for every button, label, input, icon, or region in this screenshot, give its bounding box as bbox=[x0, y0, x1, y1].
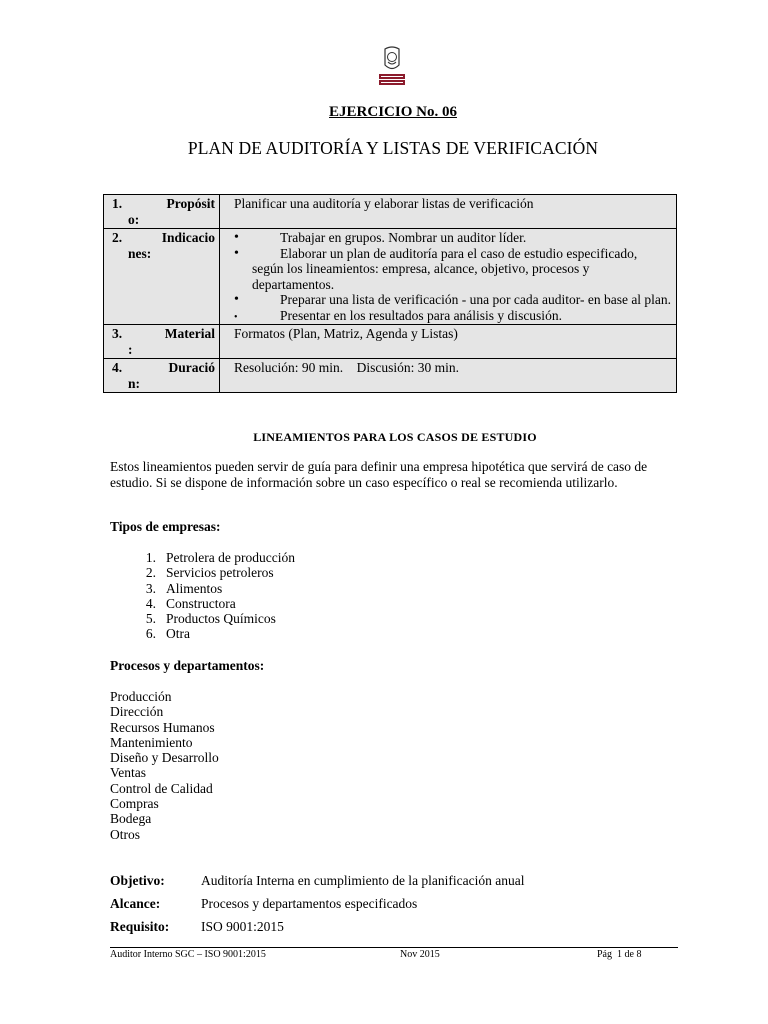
list-item: 3. Alimentos bbox=[145, 580, 223, 596]
row-label: Propósit bbox=[166, 196, 215, 211]
list-item: Recursos Humanos bbox=[110, 719, 215, 735]
list-item: • Presentar en los resultados para análisis y discusión. bbox=[234, 308, 672, 324]
row-number: 3. bbox=[112, 326, 123, 341]
scope-label: Alcance: bbox=[110, 896, 161, 911]
guidelines-heading: LINEAMIENTOS PARA LOS CASOS DE ESTUDIO bbox=[253, 430, 537, 444]
list-item: Control de Calidad bbox=[110, 780, 213, 796]
row-label-cell bbox=[104, 229, 220, 325]
list-item: 4. Constructora bbox=[145, 595, 236, 611]
table-row bbox=[104, 359, 677, 393]
bureau-veritas-logo bbox=[376, 45, 408, 87]
row-label: Material bbox=[164, 326, 215, 341]
row-content: Resolución: 90 min. Discusión: 30 min. bbox=[220, 359, 677, 393]
list-item: • Elaborar un plan de auditoría para el caso de estudio especificado, según los lineamientos: empresa, alcance, objetivo, procesos y departamentos. bbox=[234, 246, 672, 293]
list-item: 2. Servicios petroleros bbox=[145, 565, 274, 581]
list-item: Diseño y Desarrollo bbox=[110, 750, 219, 766]
footer-page-number: Pág 1 de 8 bbox=[597, 949, 642, 960]
row-number: 2. bbox=[112, 230, 123, 245]
company-types-list bbox=[110, 550, 295, 642]
list-item: • Preparar una lista de verificación - una por cada auditor- en base al plan. bbox=[234, 292, 672, 308]
objective-row bbox=[110, 873, 525, 889]
row-number: 4. bbox=[112, 360, 123, 375]
row-label-cell bbox=[104, 195, 220, 229]
row-label-cell bbox=[104, 359, 220, 393]
row-label-tail: nes: bbox=[128, 245, 152, 261]
row-label: Duració bbox=[168, 360, 215, 375]
row-label: Indicacio bbox=[161, 230, 215, 245]
list-item: 6. Otra bbox=[145, 626, 190, 642]
list-item: 5. Productos Químicos bbox=[145, 611, 276, 627]
objective-label: Objetivo: bbox=[110, 873, 165, 888]
row-number: 1. bbox=[112, 196, 123, 211]
row-content: Planificar una auditoría y elaborar listas de verificación bbox=[220, 195, 677, 229]
objective-value: Auditoría Interna en cumplimiento de la planificación anual bbox=[201, 873, 525, 888]
list-item: Producción bbox=[110, 689, 172, 704]
list-item: • Trabajar en grupos. Nombrar un auditor líder. bbox=[234, 230, 672, 246]
list-item: Bodega bbox=[110, 811, 152, 827]
row-label-tail: n: bbox=[128, 375, 141, 391]
company-types-heading: Tipos de empresas: bbox=[110, 519, 221, 534]
row-content bbox=[220, 229, 677, 325]
list-item: Otros bbox=[110, 826, 140, 842]
guidelines-intro: Estos lineamientos pueden servir de guía para definir una empresa hipotética que servirá de caso de estudio. Si se dispone de información sobre un caso específico o real se recomienda utilizarlo. bbox=[110, 459, 648, 490]
scope-value: Procesos y departamentos especificados bbox=[201, 896, 418, 911]
requirement-row bbox=[110, 919, 284, 935]
requirement-label: Requisito: bbox=[110, 919, 170, 934]
list-item: Dirección bbox=[110, 704, 164, 720]
row-label-tail: o: bbox=[128, 211, 140, 227]
instructions-list bbox=[234, 230, 672, 323]
processes-list bbox=[110, 689, 219, 842]
footer-course: Auditor Interno SGC – ISO 9001:2015 bbox=[110, 949, 266, 960]
requirement-value: ISO 9001:2015 bbox=[201, 919, 284, 934]
table-row bbox=[104, 195, 677, 229]
footer-date: Nov 2015 bbox=[400, 949, 440, 960]
exercise-title: EJERCICIO No. 06 bbox=[329, 104, 457, 120]
main-title: PLAN DE AUDITORÍA Y LISTAS DE VERIFICACIÓN bbox=[187, 138, 599, 158]
scope-row bbox=[110, 896, 417, 912]
list-item: 1. Petrolera de producción bbox=[145, 550, 295, 565]
table-row bbox=[104, 229, 677, 325]
row-label-tail: : bbox=[128, 341, 133, 357]
processes-heading: Procesos y departamentos: bbox=[110, 658, 265, 673]
row-label-cell bbox=[104, 325, 220, 359]
footer-divider bbox=[110, 947, 678, 948]
list-item: Mantenimiento bbox=[110, 734, 193, 750]
list-item: Compras bbox=[110, 796, 159, 812]
list-item: Ventas bbox=[110, 765, 146, 781]
info-table bbox=[103, 194, 677, 393]
table-row bbox=[104, 325, 677, 359]
row-content: Formatos (Plan, Matriz, Agenda y Listas) bbox=[220, 325, 677, 359]
